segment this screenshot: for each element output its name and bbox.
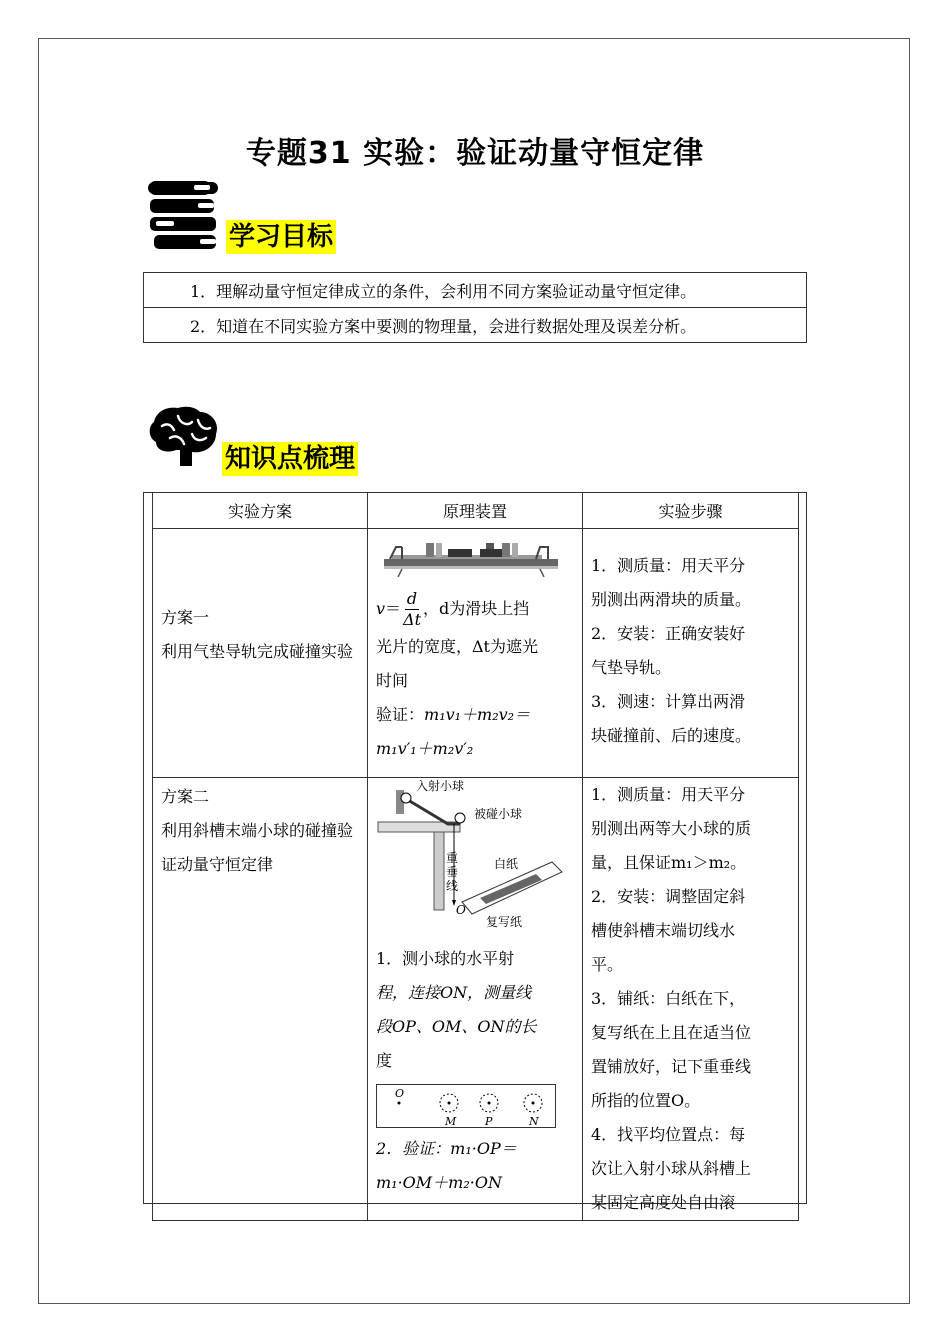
scheme-desc: 利用气垫导轨完成碰撞实验 xyxy=(161,642,354,661)
velocity-formula: v＝ $\frac{d}{\Delta t}$ ，d为滑块上挡 xyxy=(376,589,530,629)
svg-text:白纸: 白纸 xyxy=(494,857,519,871)
knowledge-label: 知识点梳理 xyxy=(222,442,358,476)
air-track-diagram xyxy=(376,537,558,577)
landing-points-diagram xyxy=(376,1084,556,1128)
scheme-cell xyxy=(153,529,368,778)
table-row xyxy=(153,529,799,778)
svg-text:N: N xyxy=(529,1115,539,1127)
principle-cell: v＝ $\frac{d}{\Delta t}$ ，d为滑块上挡 光片的宽度，Δt为遮光 时间 验证：m₁v₁＋m₂v₂＝ m₁v′₁＋m₂v′₂ xyxy=(368,529,583,778)
svg-text:P: P xyxy=(485,1115,493,1127)
books-icon xyxy=(148,178,224,252)
ramp-collision-diagram xyxy=(376,780,566,930)
steps-cell: 1．测质量：用天平分 别测出两滑块的质量。 2．安装：正确安装好 气垫导轨。 3．测速：计算出两滑 块碰撞前、后的速度。 xyxy=(583,529,799,778)
svg-text:M: M xyxy=(445,1115,457,1127)
verify-formula: 验证：m₁v₁＋m₂v₂＝ xyxy=(376,705,531,724)
objectives-section-header xyxy=(148,178,336,252)
svg-text:线: 线 xyxy=(446,879,459,893)
svg-text:重: 重 xyxy=(446,851,459,865)
brain-icon xyxy=(148,404,220,470)
scheme-title: 方案一 xyxy=(161,608,210,627)
header-steps: 实验步骤 xyxy=(583,493,799,529)
objective-item: 2．知道在不同实验方案中要测的物理量，会进行数据处理及误差分析。 xyxy=(144,308,807,343)
objectives-table xyxy=(143,272,807,343)
svg-text:O: O xyxy=(456,903,466,917)
page-title: 专题31 实验：验证动量守恒定律 xyxy=(245,136,705,171)
svg-text:O: O xyxy=(395,1087,405,1100)
knowledge-section-header xyxy=(148,404,358,474)
header-principle: 原理装置 xyxy=(368,493,583,529)
table-row xyxy=(153,778,799,1221)
fraction: $\frac{d}{\Delta t}$ xyxy=(403,589,422,629)
scheme-desc: 利用斜槽末端小球的碰撞验证动量守恒定律 xyxy=(161,821,354,874)
svg-text:垂: 垂 xyxy=(446,865,459,879)
experiment-table xyxy=(152,492,799,1221)
scheme-cell xyxy=(153,778,368,1221)
svg-text:被碰小球: 被碰小球 xyxy=(474,807,523,821)
scheme-title: 方案二 xyxy=(161,787,210,806)
objectives-label: 学习目标 xyxy=(226,220,336,254)
steps-cell: 1．测质量：用天平分 别测出两等大小球的质 量，且保证m₁＞m₂。 2．安装：调整固定斜 槽使斜槽末端切线水 平。 3．铺纸：白纸在下， 复写纸在上且在适当位 置铺放好，记下重垂线 所指的位置O。 4．找平均位置点：每 次让入射小球从斜槽上 某固定高度处自由滚 xyxy=(583,778,799,1221)
svg-text:复写纸: 复写纸 xyxy=(486,915,523,929)
svg-text:入射小球: 入射小球 xyxy=(416,780,465,793)
objective-item: 1．理解动量守恒定律成立的条件，会利用不同方案验证动量守恒定律。 xyxy=(144,273,807,308)
table-header-row xyxy=(153,493,799,529)
principle-cell: 入射小球 被碰小球 重 垂 线 白纸 复写纸 O 1．测小球的水平射 程，连接ON，测量线 段OP、OM、ON的长 度 O M P N 2．验证：m₁·OP＝ m₁·OM＋m₂·ON xyxy=(368,778,583,1221)
header-scheme: 实验方案 xyxy=(153,493,368,529)
